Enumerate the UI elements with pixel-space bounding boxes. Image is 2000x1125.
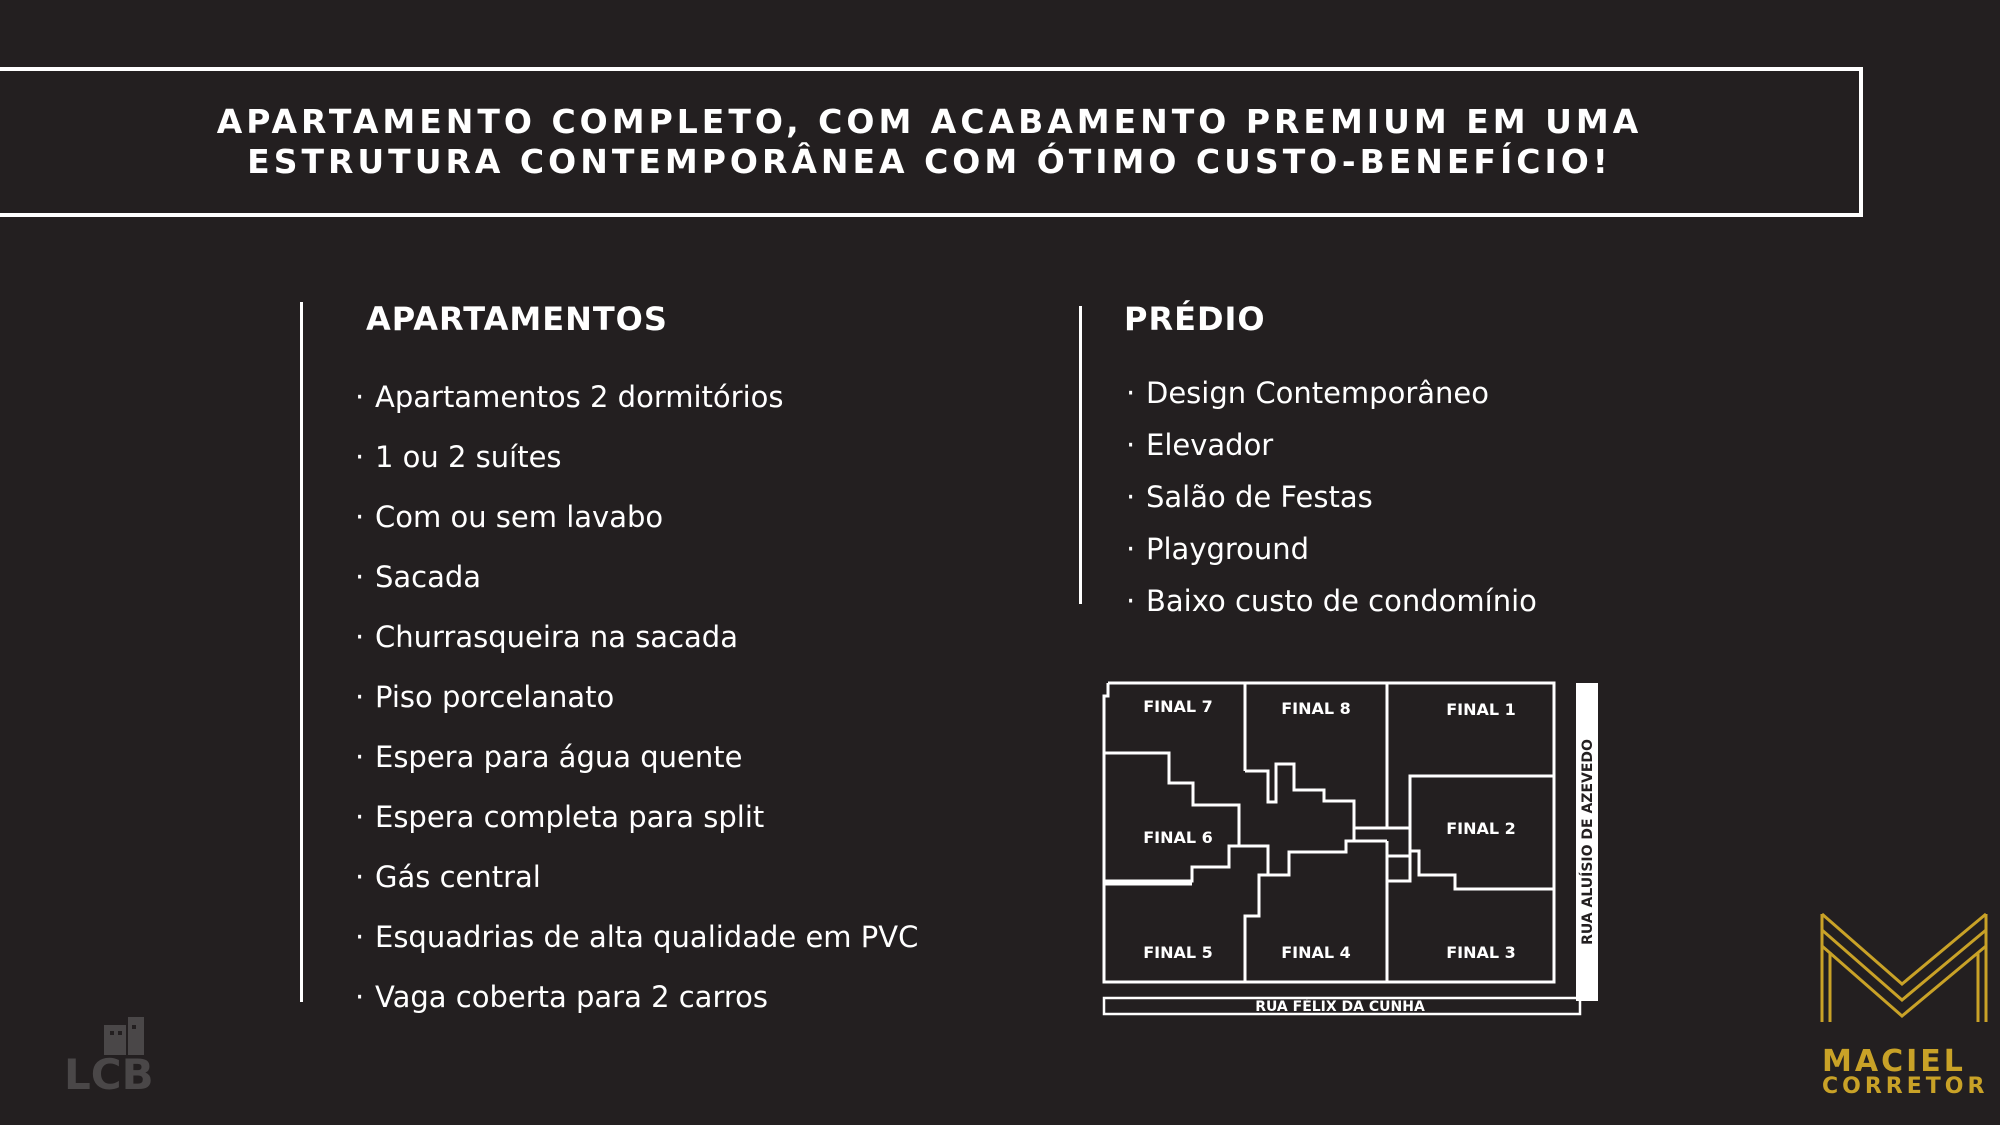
apartamentos-item-label: Piso porcelanato xyxy=(375,680,615,714)
apartamentos-item xyxy=(355,487,918,547)
unit-label-final-6: FINAL 6 xyxy=(1143,828,1213,847)
predio-item xyxy=(1126,523,1537,575)
apartamentos-item-label: Espera completa para split xyxy=(375,800,765,834)
apartamentos-item xyxy=(355,907,918,967)
bullet-dot: · xyxy=(355,500,365,534)
unit-label-final-1: FINAL 1 xyxy=(1446,700,1516,719)
unit-label-final-4: FINAL 4 xyxy=(1281,943,1351,962)
maciel-corretor-logo xyxy=(1820,912,1992,1042)
apartamentos-item-label: 1 ou 2 suítes xyxy=(375,440,562,474)
apartamentos-item xyxy=(355,787,918,847)
headline-banner xyxy=(0,67,1863,217)
apartamentos-item xyxy=(355,847,918,907)
bullet-dot: · xyxy=(355,980,365,1014)
apartamentos-item xyxy=(355,547,918,607)
apartamentos-divider xyxy=(300,302,303,1002)
predio-item-label: Playground xyxy=(1146,532,1310,566)
bullet-dot: · xyxy=(355,680,365,714)
apartamentos-item-label: Espera para água quente xyxy=(375,740,743,774)
predio-item xyxy=(1126,575,1537,627)
unit-label-final-5: FINAL 5 xyxy=(1143,943,1213,962)
predio-item-label: Design Contemporâneo xyxy=(1146,376,1489,410)
apartamentos-item-label: Com ou sem lavabo xyxy=(375,500,664,534)
predio-item-label: Baixo custo de condomínio xyxy=(1146,584,1537,618)
apartamentos-title: APARTAMENTOS xyxy=(366,300,668,338)
bullet-dot: · xyxy=(355,920,365,954)
predio-title: PRÉDIO xyxy=(1124,300,1266,338)
bullet-dot: · xyxy=(355,560,365,594)
apartamentos-item-label: Gás central xyxy=(375,860,541,894)
brand-subtitle: CORRETOR xyxy=(1822,1074,1989,1099)
apartamentos-item xyxy=(355,367,918,427)
apartamentos-item-label: Churrasqueira na sacada xyxy=(375,620,738,654)
apartamentos-item xyxy=(355,667,918,727)
unit-label-final-3: FINAL 3 xyxy=(1446,943,1516,962)
apartamentos-list xyxy=(355,367,918,1027)
predio-list xyxy=(1126,367,1537,627)
bullet-dot: · xyxy=(1126,376,1136,410)
unit-label-final-8: FINAL 8 xyxy=(1281,699,1351,718)
bullet-dot: · xyxy=(1126,480,1136,514)
apartamentos-item-label: Sacada xyxy=(375,560,482,594)
predio-item xyxy=(1126,419,1537,471)
bullet-dot: · xyxy=(1126,584,1136,618)
bullet-dot: · xyxy=(355,740,365,774)
apartamentos-item-label: Apartamentos 2 dormitórios xyxy=(375,380,784,414)
bullet-dot: · xyxy=(355,800,365,834)
predio-item-label: Salão de Festas xyxy=(1146,480,1373,514)
bullet-dot: · xyxy=(1126,428,1136,462)
bullet-dot: · xyxy=(355,380,365,414)
apartamentos-item xyxy=(355,727,918,787)
apartamentos-item xyxy=(355,607,918,667)
apartamentos-item-label: Esquadrias de alta qualidade em PVC xyxy=(375,920,919,954)
predio-item-label: Elevador xyxy=(1146,428,1274,462)
headline-line-1: APARTAMENTO COMPLETO, COM ACABAMENTO PREMIUM EM UMA xyxy=(216,102,1643,141)
bullet-dot: · xyxy=(1126,532,1136,566)
svg-text:LCB: LCB xyxy=(64,1050,154,1097)
street-label-bottom: RUA FÉLIX DA CUNHA xyxy=(1255,999,1425,1015)
lcb-logo xyxy=(62,1017,182,1097)
bullet-dot: · xyxy=(355,860,365,894)
street-label-right: RUA ALUÍSIO DE AZEVEDO xyxy=(1580,739,1596,945)
brand-name: MACIEL xyxy=(1822,1044,1966,1079)
predio-item xyxy=(1126,367,1537,419)
predio-divider xyxy=(1079,306,1082,604)
floor-plan-diagram xyxy=(1096,676,1606,1026)
predio-item xyxy=(1126,471,1537,523)
headline-line-2: ESTRUTURA CONTEMPORÂNEA COM ÓTIMO CUSTO-BENEFÍCIO! xyxy=(247,142,1612,181)
bullet-dot: · xyxy=(355,620,365,654)
unit-label-final-2: FINAL 2 xyxy=(1446,819,1516,838)
apartamentos-item xyxy=(355,967,918,1027)
unit-label-final-7: FINAL 7 xyxy=(1143,697,1213,716)
apartamentos-item xyxy=(355,427,918,487)
apartamentos-item-label: Vaga coberta para 2 carros xyxy=(375,980,769,1014)
bullet-dot: · xyxy=(355,440,365,474)
